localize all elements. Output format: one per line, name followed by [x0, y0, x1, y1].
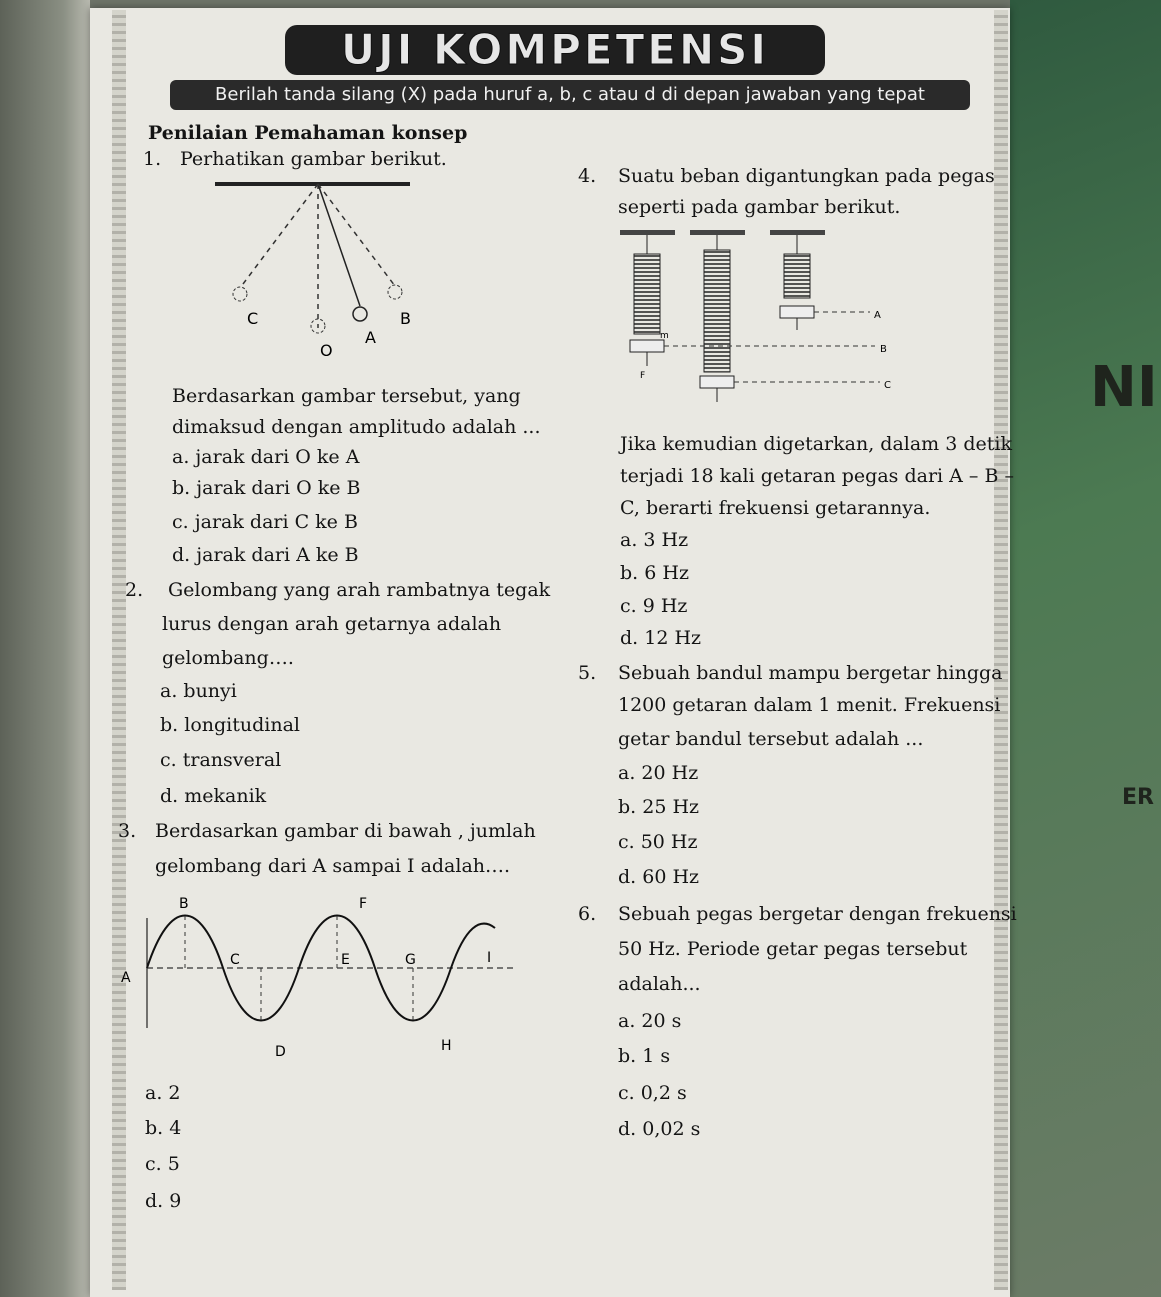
q5-option-a[interactable]: a. 20 Hz — [618, 762, 699, 784]
q3-option-d[interactable]: d. 9 — [145, 1190, 182, 1212]
q1-option-b[interactable]: b. jarak dari O ke B — [172, 477, 361, 499]
wave-label-b: B — [179, 896, 189, 912]
q5-line3: getar bandul tersebut adalah ... — [618, 728, 924, 750]
q2-option-a[interactable]: a. bunyi — [160, 680, 237, 702]
background-sign-text-2: ER — [1122, 785, 1154, 810]
q4-option-c[interactable]: c. 9 Hz — [620, 595, 688, 617]
q2-line1: Gelombang yang arah rambatnya tegak — [168, 579, 551, 601]
ring-binding-left — [112, 10, 126, 1290]
q5-option-d[interactable]: d. 60 Hz — [618, 866, 700, 888]
pendulum-label-a: A — [365, 328, 376, 347]
q1-option-a[interactable]: a. jarak dari O ke A — [172, 446, 360, 468]
q4-option-d[interactable]: d. 12 Hz — [620, 627, 702, 649]
q1-number: 1. — [143, 148, 162, 170]
pendulum-figure — [200, 178, 430, 368]
q2-option-d[interactable]: d. mekanik — [160, 785, 267, 807]
q1-option-c[interactable]: c. jarak dari C ke B — [172, 511, 358, 533]
q5-option-c[interactable]: c. 50 Hz — [618, 831, 698, 853]
q2-number: 2. — [125, 579, 144, 601]
wave-label-c: C — [230, 952, 240, 968]
q6-line2: 50 Hz. Periode getar pegas tersebut — [618, 938, 968, 960]
q4-option-a[interactable]: a. 3 Hz — [620, 529, 689, 551]
q6-number: 6. — [578, 903, 597, 925]
pendulum-label-b: B — [400, 309, 411, 328]
q4-line2: seperti pada gambar berikut. — [618, 196, 901, 218]
q1-option-d[interactable]: d. jarak dari A ke B — [172, 544, 359, 566]
wave-label-f: F — [359, 896, 368, 912]
q6-option-b[interactable]: b. 1 s — [618, 1045, 671, 1067]
q4-option-b[interactable]: b. 6 Hz — [620, 562, 689, 584]
q3-line2: gelombang dari A sampai I adalah…. — [155, 855, 511, 877]
q4-line1: Suatu beban digantungkan pada pegas — [618, 165, 995, 187]
section-heading: Penilaian Pemahaman konsep — [148, 122, 468, 144]
wave-label-h: H — [441, 1038, 452, 1054]
wave-figure — [115, 888, 535, 1058]
q2-line3: gelombang…. — [162, 647, 294, 669]
q6-option-d[interactable]: d. 0,02 s — [618, 1118, 701, 1140]
q2-option-c[interactable]: c. transveral — [160, 749, 282, 771]
spring-label-f: F — [640, 371, 646, 381]
ring-binding-right — [994, 10, 1008, 1290]
background-right — [1010, 0, 1161, 1297]
q2-line2: lurus dengan arah getarnya adalah — [162, 613, 502, 635]
q4-line3: Jika kemudian digetarkan, dalam 3 detik — [620, 433, 1012, 455]
q4-line4: terjadi 18 kali getaran pegas dari A – B – — [620, 465, 1014, 487]
q6-option-c[interactable]: c. 0,2 s — [618, 1082, 687, 1104]
q4-line5: C, berarti frekuensi getarannya. — [620, 497, 931, 519]
q6-line3: adalah... — [618, 973, 701, 995]
q3-option-a[interactable]: a. 2 — [145, 1082, 181, 1104]
title-banner — [285, 25, 825, 75]
q1-body-line2: dimaksud dengan amplitudo adalah ... — [172, 416, 541, 438]
q1-text: Perhatikan gambar berikut. — [180, 148, 447, 170]
spring-figure — [610, 226, 900, 416]
wave-label-d: D — [275, 1044, 286, 1058]
q3-option-c[interactable]: c. 5 — [145, 1153, 180, 1175]
q2-option-b[interactable]: b. longitudinal — [160, 714, 300, 736]
q5-line1: Sebuah bandul mampu bergetar hingga — [618, 662, 1003, 684]
q5-number: 5. — [578, 662, 597, 684]
q3-option-b[interactable]: b. 4 — [145, 1117, 182, 1139]
page-title: UJI KOMPETENSI — [341, 25, 769, 74]
wave-label-i: I — [487, 950, 492, 966]
wave-label-e: E — [341, 952, 350, 968]
spring-label-m: m — [660, 331, 669, 341]
wave-label-a: A — [121, 970, 131, 986]
spring-label-c: C — [884, 380, 891, 391]
instruction-banner: Berilah tanda silang (X) pada huruf a, b, c atau d di depan jawaban yang tepat — [170, 80, 970, 110]
q5-option-b[interactable]: b. 25 Hz — [618, 796, 700, 818]
q5-line2: 1200 getaran dalam 1 menit. Frekuensi — [618, 694, 1001, 716]
q1-body-line1: Berdasarkan gambar tersebut, yang — [172, 385, 521, 407]
book-binding — [0, 0, 90, 1297]
background-sign-text: NI — [1090, 355, 1158, 420]
wave-label-g: G — [405, 952, 416, 968]
spring-label-b: B — [880, 344, 887, 355]
pendulum-label-o: O — [320, 341, 333, 360]
spring-label-a: A — [874, 310, 881, 321]
pendulum-label-c: C — [247, 309, 259, 328]
q6-line1: Sebuah pegas bergetar dengan frekuensi — [618, 903, 1017, 925]
q4-number: 4. — [578, 165, 597, 187]
q3-line1: Berdasarkan gambar di bawah , jumlah — [155, 820, 536, 842]
q6-option-a[interactable]: a. 20 s — [618, 1010, 682, 1032]
q3-number: 3. — [118, 820, 137, 842]
